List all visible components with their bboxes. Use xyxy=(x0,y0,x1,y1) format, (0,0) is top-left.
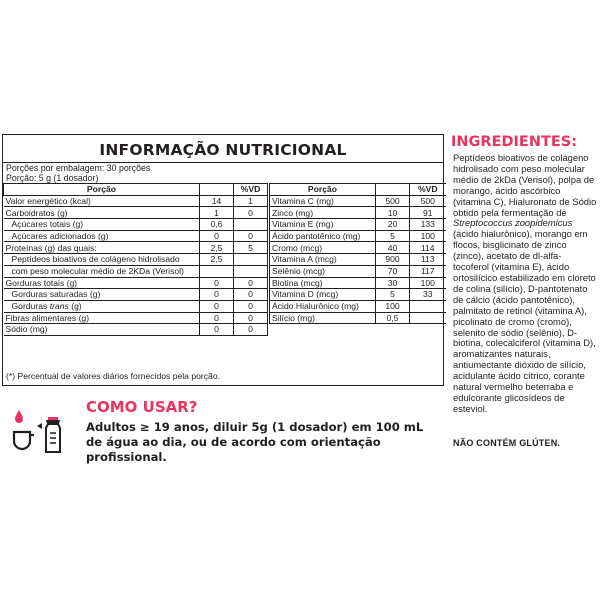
nutrient-name: Zinco (mg) xyxy=(270,207,376,219)
nutrient-amount: 10 xyxy=(376,207,410,219)
nutrient-name: Silício (mg) xyxy=(270,312,376,324)
serving-size: Porção: 5 g (1 dosador) xyxy=(6,173,99,183)
shaker-scoop-water-icon xyxy=(12,408,70,454)
table-row xyxy=(270,195,446,207)
table-row xyxy=(270,312,446,324)
column-header-dv: %VD xyxy=(234,184,268,196)
nutrient-name: Cromo (mcg) xyxy=(270,242,376,254)
table-row xyxy=(4,277,268,289)
nutrient-amount: 40 xyxy=(376,242,410,254)
nutrient-dv xyxy=(234,254,268,266)
nutrient-name: Açúcares totais (g) xyxy=(4,219,200,231)
nutrient-name: Vitamina C (mg) xyxy=(270,195,376,207)
nutrient-amount: 0 xyxy=(200,277,234,289)
column-header-amount xyxy=(376,184,410,196)
servings-per-pack: Porções por embalagem: 30 porções xyxy=(6,163,151,173)
nutrient-amount: 30 xyxy=(376,277,410,289)
ingredients-text-part2: (ácido hialurônico), morango em flocos, bisglicinato de zinco (zinco), acetato de dl-alfa-tocoferol (vitamina E), ácido ortosilícico estabilizado em cloreto de colina (silício), D-pantotenato de cálcio (ácido pantotênico), palmitato de retinol (vitamina A), picolinato de cromo (cromo), selenito de sódio (selênio), D-biotina, colecalciferol (vitamina D), aromatizantes naturais, antiumectante dióxido de silício, acidulante ácido cítrico, corante natural vermelho beterraba e edulcorante glicosídeos de esteviol. xyxy=(453,228,596,414)
table-row xyxy=(270,230,446,242)
nutrient-name: Sódio (mg) xyxy=(4,324,200,336)
nutrient-dv: 0 xyxy=(234,300,268,312)
nutrient-name: Proteínas (g) das quais: xyxy=(4,242,200,254)
nutrient-name xyxy=(4,300,200,312)
nutrient-name: Vitamina D (mcg) xyxy=(270,289,376,301)
nutrient-dv xyxy=(234,265,268,277)
gluten-free-notice: NÃO CONTÉM GLÚTEN. xyxy=(453,438,561,448)
nutrient-amount: 100 xyxy=(376,300,410,312)
nutrient-amount: 500 xyxy=(376,195,410,207)
nutrient-name: com peso molecular médio de 2KDa (Verisol) xyxy=(4,265,200,277)
nutrient-name-emphasis: trans xyxy=(49,301,69,312)
nutrient-amount: 0 xyxy=(200,230,234,242)
table-row xyxy=(4,242,268,254)
nutrient-name: Biotina (mcg) xyxy=(270,277,376,289)
column-header-dv: %VD xyxy=(410,184,446,196)
nutrient-amount: 0 xyxy=(200,300,234,312)
table-row xyxy=(4,230,268,242)
nutrient-amount: 14 xyxy=(200,195,234,207)
table-row xyxy=(4,254,268,266)
table-row xyxy=(270,300,446,312)
nutrition-table-right xyxy=(269,183,446,324)
table-row xyxy=(4,195,268,207)
nutrient-amount: 5 xyxy=(376,230,410,242)
table-row xyxy=(270,254,446,266)
nutrient-amount xyxy=(200,265,234,277)
table-row xyxy=(4,219,268,231)
nutrient-name: Valor energético (kcal) xyxy=(4,195,200,207)
nutrient-amount: 0,6 xyxy=(200,219,234,231)
nutrient-dv: 100 xyxy=(410,277,446,289)
nutrient-amount: 5 xyxy=(376,289,410,301)
nutrient-dv: 0 xyxy=(234,312,268,324)
table-row xyxy=(4,300,268,312)
nutrient-dv: 0 xyxy=(234,324,268,336)
nutrient-name: Ácido pantotênico (mg) xyxy=(270,230,376,242)
nutrient-amount: 20 xyxy=(376,219,410,231)
nutrient-amount: 1 xyxy=(200,207,234,219)
nutrient-amount: 900 xyxy=(376,254,410,266)
table-row xyxy=(4,289,268,301)
nutrient-amount: 0 xyxy=(200,289,234,301)
footnote: (*) Percentual de valores diários fornecidos pela porção. xyxy=(6,371,221,381)
nutrient-name: Gorduras saturadas (g) xyxy=(4,289,200,301)
nutrient-name-prefix: Gorduras xyxy=(11,301,50,312)
table-header-row xyxy=(4,184,268,196)
nutrient-amount: 2,5 xyxy=(200,254,234,266)
column-header-portion: Porção xyxy=(270,184,376,196)
nutrient-name: Carboidratos (g) xyxy=(4,207,200,219)
table-row xyxy=(4,265,268,277)
nutrient-dv: 100 xyxy=(410,230,446,242)
nutrient-amount: 0,5 xyxy=(376,312,410,324)
nutrient-dv: 500 xyxy=(410,195,446,207)
nutrition-title: INFORMAÇÃO NUTRICIONAL xyxy=(99,141,347,159)
table-row xyxy=(270,207,446,219)
ingredients-text-species: Streptococcus zoopidemicus xyxy=(453,217,573,229)
ingredients-text-part1: Peptídeos bioativos de colágeno hidrolisado com peso molecular médio de 2kDa (Verisol), polpa de morango, ácido ascórbico (vitamina C), Hialuronato de Sódio obtido pela fermentação de xyxy=(453,152,597,218)
ingredients-title: INGREDIENTES: xyxy=(451,134,578,150)
nutrient-amount: 2,5 xyxy=(200,242,234,254)
nutrient-dv xyxy=(234,219,268,231)
nutrient-dv: 113 xyxy=(410,254,446,266)
nutrient-dv: 1 xyxy=(234,195,268,207)
table-row xyxy=(270,289,446,301)
nutrient-dv xyxy=(410,300,446,312)
nutrient-amount: 0 xyxy=(200,312,234,324)
usage-instructions: Adultos ≥ 19 anos, diluir 5g (1 dosador) em 100 mL de água ao dia, ou de acordo com orientação profissional. xyxy=(86,420,424,464)
nutrient-name-suffix: (g) xyxy=(68,301,82,312)
nutrient-dv: 133 xyxy=(410,219,446,231)
nutrient-dv: 5 xyxy=(234,242,268,254)
nutrient-name: Fibras alimentares (g) xyxy=(4,312,200,324)
nutrient-name: Ácido Hialurônico (mg) xyxy=(270,300,376,312)
nutrient-amount: 70 xyxy=(376,265,410,277)
table-row xyxy=(270,242,446,254)
nutrient-dv: 91 xyxy=(410,207,446,219)
nutrient-dv: 114 xyxy=(410,242,446,254)
nutrient-amount: 0 xyxy=(200,324,234,336)
nutrient-name: Vitamina A (mcg) xyxy=(270,254,376,266)
nutrient-dv: 0 xyxy=(234,277,268,289)
usage-title: COMO USAR? xyxy=(86,398,198,416)
nutrient-dv xyxy=(410,312,446,324)
nutrient-name: Selênio (mcg) xyxy=(270,265,376,277)
nutrient-dv: 0 xyxy=(234,207,268,219)
nutrition-facts-panel xyxy=(2,134,444,386)
nutrient-name: Gorduras totais (g) xyxy=(4,277,200,289)
nutrition-table-left xyxy=(3,183,268,336)
column-header-portion: Porção xyxy=(4,184,200,196)
nutrient-name: Açúcares adicionados (g) xyxy=(4,230,200,242)
nutrient-dv: 33 xyxy=(410,289,446,301)
nutrient-dv: 0 xyxy=(234,289,268,301)
nutrient-name: Vitamina E (mg) xyxy=(270,219,376,231)
table-row xyxy=(270,265,446,277)
column-header-amount xyxy=(200,184,234,196)
table-row xyxy=(270,219,446,231)
nutrient-name: Peptídeos bioativos de colágeno hidrolisado xyxy=(4,254,200,266)
table-row xyxy=(4,312,268,324)
table-row xyxy=(270,277,446,289)
nutrient-dv: 0 xyxy=(234,230,268,242)
table-row xyxy=(4,207,268,219)
nutrient-dv: 117 xyxy=(410,265,446,277)
ingredients-list xyxy=(453,153,597,415)
table-row xyxy=(4,324,268,336)
table-header-row xyxy=(270,184,446,196)
